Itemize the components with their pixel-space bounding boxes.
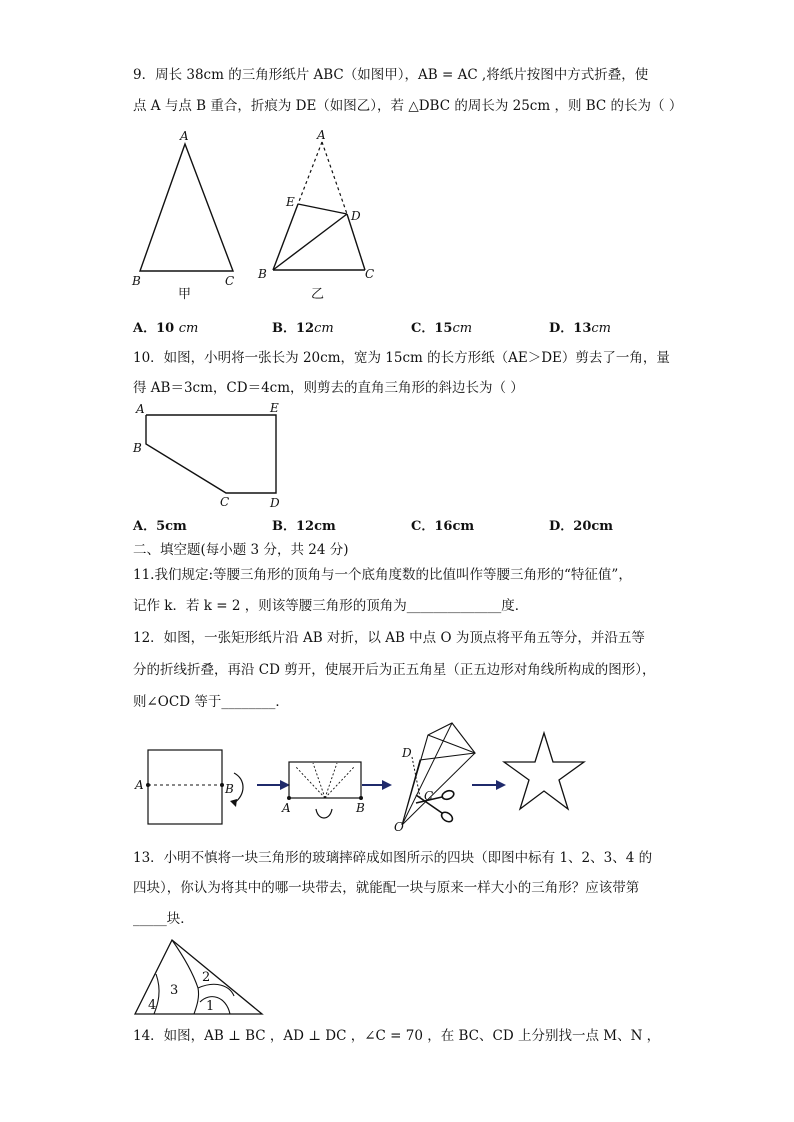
q10-option-a[interactable]: A．5cm: [133, 519, 187, 534]
q9-figure-yi: [255, 128, 385, 300]
five-pointed-star: [504, 733, 584, 809]
q11-line2: 记作 k．若 k = 2 ，则该等腰三角形的顶角为______________度．: [133, 598, 529, 614]
arrow-3-head-icon: [496, 780, 506, 790]
label-b: B: [225, 782, 234, 796]
paper-square: [148, 750, 222, 824]
q9-line1: 9．周长 38cm 的三角形纸片 ABC（如图甲），AB = AC ,将纸片按图中方式折叠，使: [133, 67, 649, 83]
label-e: E: [286, 195, 295, 209]
q12-line1: 12．如图，一张矩形纸片沿 AB 对折，以 AB 中点 O 为顶点将平角五等分，并沿五等: [133, 630, 645, 646]
q9-option-b[interactable]: B．12cm: [272, 321, 334, 336]
point-b: [220, 783, 224, 787]
crease-de: [298, 204, 347, 214]
label-d: D: [351, 209, 361, 223]
piece-4-label: 4: [148, 998, 157, 1013]
q13-line3: _____块．: [133, 911, 194, 927]
q10-option-c[interactable]: C．16cm: [411, 519, 475, 534]
q10-option-b[interactable]: B．12cm: [272, 519, 336, 534]
q13-line1: 13．小明不慎将一块三角形的玻璃摔碎成如图所示的四块（即图中标有 1、2、3、4 的: [133, 850, 653, 866]
crack-4: [200, 997, 230, 1014]
label-d: D: [270, 496, 280, 510]
label-a: A: [135, 778, 144, 792]
fold-arrow-icon: [234, 773, 243, 803]
q10-line2: 得 AB＝3cm，CD＝4cm，则剪去的直角三角形的斜边长为（ ）: [133, 380, 524, 396]
point-a2: [287, 796, 291, 800]
q9-line2: 点 A 与点 B 重合，折痕为 DE（如图乙），若 △DBC 的周长为 25cm ，则 BC 的长为（ ）: [133, 98, 683, 114]
dashed-ae: [298, 142, 322, 204]
label-c: C: [424, 789, 434, 803]
label-b2: B: [356, 801, 365, 815]
q10-line1: 10．如图，小明将一张长为 20cm，宽为 15cm 的长方形纸（AE＞DE）剪去了一角，量: [133, 350, 670, 366]
piece-1-label: 1: [206, 999, 215, 1014]
label-a: A: [317, 128, 326, 142]
q12-figure: [130, 715, 590, 840]
q9-option-c[interactable]: C．15cm: [411, 321, 473, 336]
scissors-icon: [416, 789, 455, 824]
label-a: A: [180, 129, 189, 143]
q13-line2: 四块），你认为将其中的哪一块带去，就能配一块与原来一样大小的三角形？应该带第: [133, 880, 640, 896]
q12-line2: 分的折线折叠，再沿 CD 剪开，使展开后为正五角星（正五边形对角线所构成的图形），: [133, 662, 656, 678]
triangle-abc: [140, 144, 233, 271]
arrow-2-head-icon: [382, 780, 392, 790]
q9-option-a[interactable]: A．10 cm: [133, 321, 199, 336]
piece-2-label: 2: [202, 970, 211, 985]
label-c: C: [365, 267, 375, 281]
caption-yi: 乙: [311, 287, 325, 302]
q13-figure: [130, 936, 270, 1018]
fold-rays: [296, 763, 354, 798]
q10-figure: [130, 400, 290, 512]
fold-arrow-head-icon: [230, 799, 237, 807]
label-o: O: [394, 820, 404, 834]
q14-line1: 14．如图，AB ⊥ BC ，AD ⊥ DC ，∠C = 70 ，在 BC、CD 上分别找一点 M、N ，: [133, 1028, 661, 1044]
cut-rectangle: [146, 415, 276, 493]
label-a2: A: [282, 801, 291, 815]
label-c: C: [220, 495, 230, 509]
curl-arrow-icon: [316, 809, 332, 818]
label-c: C: [225, 274, 235, 288]
q10-option-d[interactable]: D．20cm: [549, 519, 614, 534]
caption-jia: 甲: [178, 287, 192, 302]
label-e: E: [270, 401, 279, 415]
q11-line1: 11.我们规定:等腰三角形的顶角与一个底角度数的比值叫作等腰三角形的“特征值”，: [133, 567, 632, 583]
q12-line3: 则∠OCD 等于________．: [133, 694, 289, 710]
q9-figure-jia: [130, 128, 250, 300]
point-b2: [359, 796, 363, 800]
piece-3-label: 3: [170, 983, 179, 998]
section-title: 二、填空题(每小题 3 分，共 24 分): [133, 542, 349, 558]
label-a: A: [136, 402, 145, 416]
dashed-ad: [322, 142, 347, 214]
label-b: B: [258, 267, 267, 281]
folded-rectangle: [289, 762, 361, 798]
label-b: B: [133, 441, 142, 455]
q9-option-d[interactable]: D．13cm: [549, 321, 611, 336]
label-d: D: [402, 746, 412, 760]
point-a: [146, 783, 150, 787]
label-b: B: [132, 274, 141, 288]
